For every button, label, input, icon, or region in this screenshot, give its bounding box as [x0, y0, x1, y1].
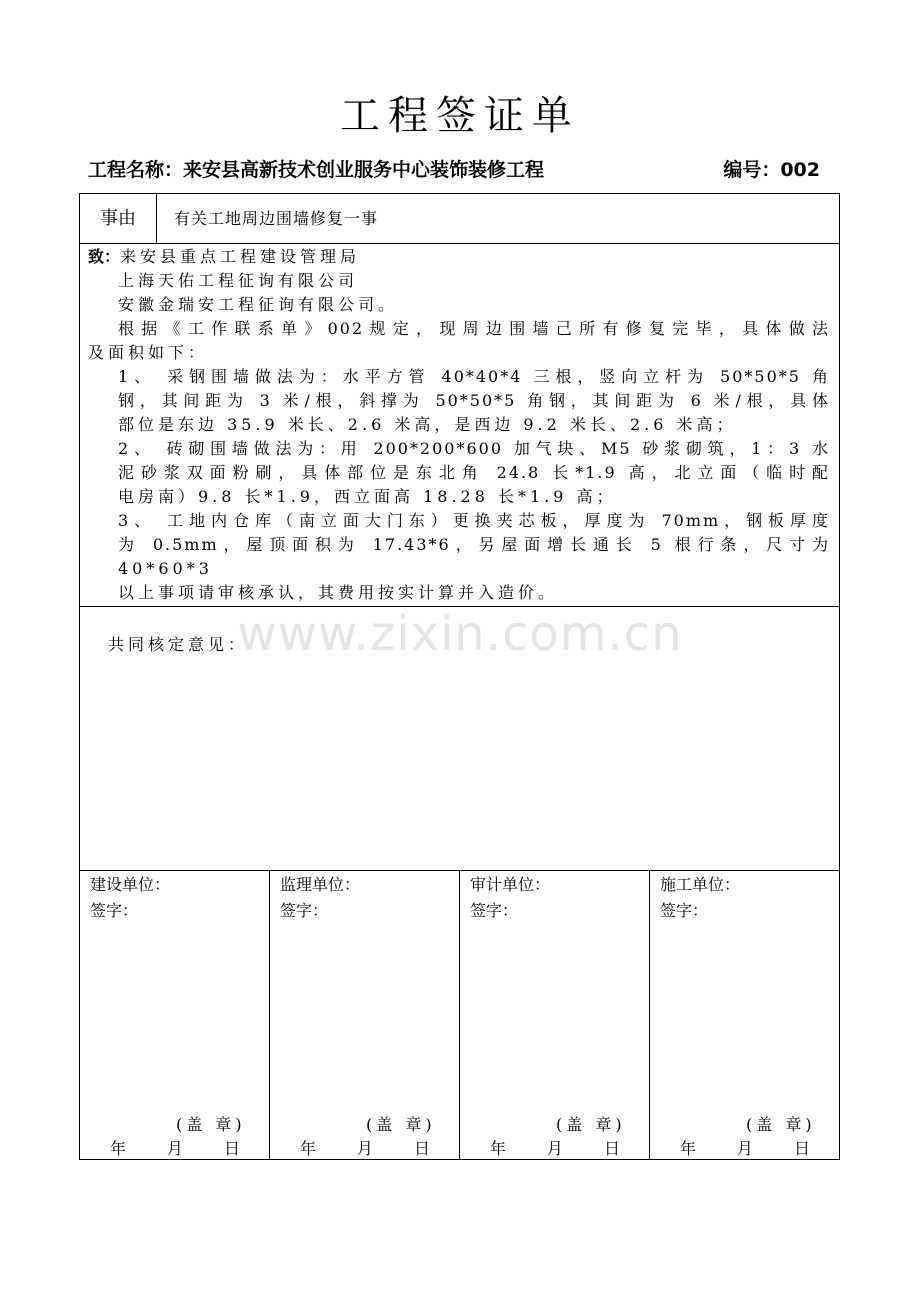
reason-label: 事由: [100, 208, 136, 229]
seal-label: (盖 章): [746, 1115, 816, 1134]
date-label: 年 月 日: [109, 1139, 258, 1158]
seal-label: (盖 章): [176, 1115, 246, 1134]
signature-cell-construction: [80, 872, 270, 1160]
paragraph-line: 根据《工作联系单》002规定，现周边围墙己所有修复完毕，具体做法: [118, 319, 830, 338]
recipient-3: 安徽金瑞安工程征询有限公司。: [118, 295, 399, 314]
signature-unit-label: 审计单位：: [470, 875, 551, 894]
seal-label: (盖 章): [366, 1115, 436, 1134]
project-name: 工程名称：来安县高新技术创业服务中心装饰装修工程: [88, 159, 545, 181]
item-1-line: 钢，其间距为 3 米/根，斜撑为 50*50*5 角钢，其间距为 6 米/根，具体: [118, 391, 830, 410]
item-1-line: 1、 采钢围墙做法为：水平方管 40*40*4 三根，竖向立杆为 50*50*5 角: [118, 367, 830, 386]
signature-cell-contractor: [650, 872, 840, 1160]
closing-line: 以上事项请审核承认，其费用按实计算并入造价。: [118, 583, 559, 602]
date-label: 年 月 日: [489, 1139, 638, 1158]
signature-label: 签字：: [280, 901, 329, 920]
item-2-line: 泥砂浆双面粉刷，具体部位是东北角 24.8 长*1.9 高，北立面（临时配: [118, 463, 830, 482]
date-label: 年 月 日: [679, 1139, 828, 1158]
item-3-line: 为 0.5mm，屋顶面积为 17.43*6，另屋面增长通长 5 根行条，尺寸为: [118, 535, 830, 554]
document-title: 工程签证单: [340, 93, 580, 139]
document-header: [88, 155, 820, 185]
item-3-line: 3、 工地内仓库（南立面大门东）更换夹芯板，厚度为 70mm，钢板厚度: [118, 511, 830, 530]
opinion-label: 共同核定意见：: [108, 635, 249, 654]
item-1-line: 部位是东边 35.9 米长、2.6 米高，是西边 9.2 米长、2.6 米高；: [118, 415, 737, 434]
reason-text: 有关工地周边围墙修复一事: [174, 209, 379, 228]
item-3-line: 40*60*3: [118, 559, 213, 578]
recipient-line-1: [88, 245, 830, 269]
signature-unit-label: 建设单位：: [90, 875, 171, 894]
reason-cell-divider: [156, 193, 157, 243]
seal-label: (盖 章): [556, 1115, 626, 1134]
signature-label: 签字：: [470, 901, 519, 920]
content-body: [88, 245, 830, 605]
to-label: 致：: [88, 247, 121, 266]
paragraph-line: 及面积如下：: [88, 343, 209, 362]
recipient-1: 来安县重点工程建设管理局: [120, 247, 361, 266]
signature-cell-audit: [460, 872, 650, 1160]
recipient-2: 上海天佑工程征询有限公司: [118, 271, 359, 290]
signature-unit-label: 施工单位：: [660, 875, 741, 894]
watermark: www.zixin.com.cn: [237, 606, 683, 662]
signature-label: 签字：: [660, 901, 709, 920]
signature-label: 签字：: [90, 901, 139, 920]
document-number: 编号：002: [723, 159, 820, 181]
row-divider-reason: [79, 243, 840, 244]
item-2-line: 电房南）9.8 长*1.9，西立面高 18.28 长*1.9 高；: [118, 487, 617, 506]
item-2-line: 2、 砖砌围墙做法为：用 200*200*600 加气块、M5 砂浆砌筑，1：3 水: [118, 439, 830, 458]
date-label: 年 月 日: [299, 1139, 448, 1158]
signature-unit-label: 监理单位：: [280, 875, 361, 894]
signature-cell-supervision: [270, 872, 460, 1160]
